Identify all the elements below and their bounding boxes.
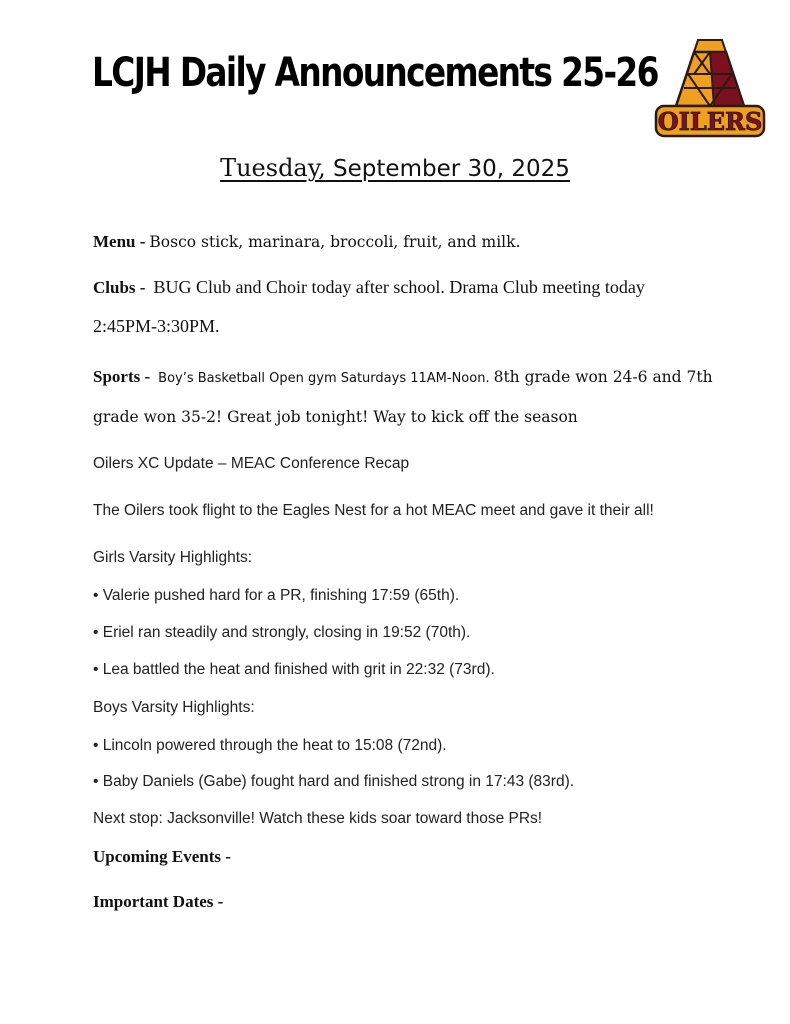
boys-heading: Boys Varsity Highlights:: [93, 699, 255, 716]
sports-label: Sports -: [93, 367, 151, 386]
oilers-logo: [648, 34, 772, 142]
list-item: • Valerie pushed hard for a PR, finishing 17:59 (65th).: [93, 587, 460, 604]
xc-heading: Oilers XC Update – MEAC Conference Recap: [93, 455, 410, 472]
date-heading: [0, 154, 790, 183]
list-item: • Lincoln powered through the heat to 15:08 (72nd).: [93, 737, 447, 754]
menu-text: Bosco stick, marinara, broccoli, fruit, and milk.: [149, 233, 521, 251]
list-item: • Baby Daniels (Gabe) fought hard and finished strong in 17:43 (83rd).: [93, 773, 575, 790]
clubs-text-2: 2:45PM-3:30PM.: [93, 316, 220, 336]
important-dates-label: Important Dates -: [93, 892, 224, 911]
date-rest: [326, 156, 570, 182]
xc-closing: Next stop: Jacksonville! Watch these kids soar toward those PRs!: [93, 810, 543, 827]
sports-text-2: 8th grade won 24-6 and 7th: [493, 368, 713, 386]
clubs-label: Clubs -: [93, 278, 146, 297]
xc-intro: The Oilers took flight to the Eagles Nest for a hot MEAC meet and gave it their all!: [93, 502, 654, 519]
list-item: • Eriel ran steadily and strongly, closing in 19:52 (70th).: [93, 624, 471, 641]
svg-text:OILERS: OILERS: [657, 107, 763, 136]
clubs-line: [93, 277, 645, 298]
sports-text-1: Boy’s Basketball Open gym Saturdays 11AM-Noon.: [158, 371, 490, 386]
clubs-text-1: BUG Club and Choir today after school. Drama Club meeting today: [153, 277, 645, 297]
date-weekday: Tuesday,: [220, 154, 326, 182]
sports-text-3: grade won 35-2! Great job tonight! Way to kick off the season: [93, 408, 578, 426]
menu-line: [93, 232, 520, 252]
girls-heading: Girls Varsity Highlights:: [93, 549, 253, 566]
page-title: LCJH Daily Announcements 25-26: [92, 50, 658, 96]
list-item: • Lea battled the heat and finished with grit in 22:32 (73rd).: [93, 661, 495, 678]
sports-line: [93, 367, 713, 387]
menu-label: Menu -: [93, 232, 146, 251]
upcoming-events-label: Upcoming Events -: [93, 847, 231, 866]
date-text: September 30, 2025: [333, 156, 570, 182]
